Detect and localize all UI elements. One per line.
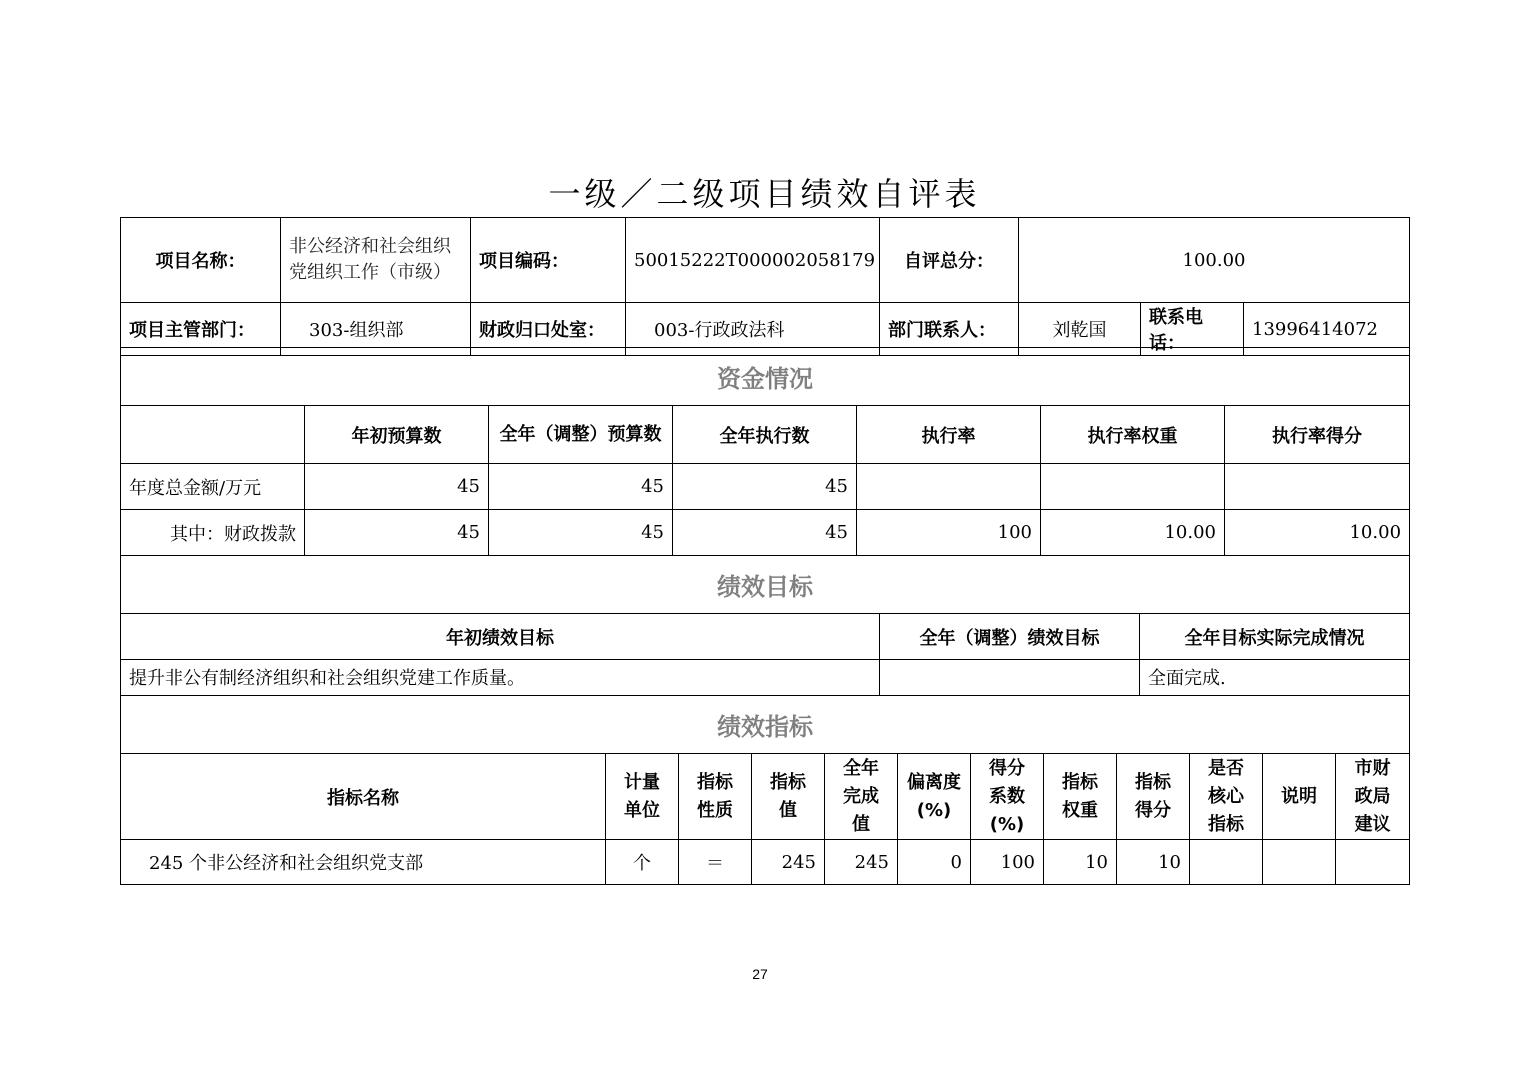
indicators-header: 偏离度(%) — [898, 754, 971, 840]
indicator-cell — [1336, 840, 1410, 885]
phone-value: 13996414072 — [1244, 303, 1410, 356]
indicators-table — [120, 695, 1410, 885]
indicator-cell — [1263, 840, 1336, 885]
indicator-cell: 245 — [825, 840, 898, 885]
funds-header: 执行率权重 — [1041, 406, 1225, 464]
funds-cell: 45 — [673, 464, 857, 510]
funds-cell: 45 — [305, 464, 489, 510]
indicator-cell: 10 — [1117, 840, 1190, 885]
funds-cell — [1225, 464, 1410, 510]
dept-value: 303-组织部 — [281, 303, 471, 356]
adjusted-goal-text — [880, 660, 1140, 696]
indicators-header: 说明 — [1263, 754, 1336, 840]
funds-table — [120, 347, 1410, 556]
completion-text: 全面完成. — [1140, 660, 1410, 696]
goals-header: 全年目标实际完成情况 — [1140, 614, 1410, 660]
funds-cell — [1041, 464, 1225, 510]
indicator-cell: 245 — [752, 840, 825, 885]
table-row — [121, 510, 1410, 556]
funds-row-label: 年度总金额/万元 — [121, 464, 305, 510]
funds-cell: 45 — [489, 510, 673, 556]
indicators-header: 指标值 — [752, 754, 825, 840]
finance-office-value: 003-行政政法科 — [626, 303, 880, 356]
indicators-header: 得分系数(%) — [971, 754, 1044, 840]
funds-header: 执行率得分 — [1225, 406, 1410, 464]
indicators-header: 指标权重 — [1044, 754, 1117, 840]
indicators-header: 全年完成值 — [825, 754, 898, 840]
funds-cell: 10.00 — [1225, 510, 1410, 556]
project-code-value: 50015222T000002058179 — [626, 218, 880, 303]
dept-label: 项目主管部门： — [121, 303, 281, 356]
project-code-label: 项目编码： — [471, 218, 626, 303]
indicator-cell: 0 — [898, 840, 971, 885]
funds-header: 全年执行数 — [673, 406, 857, 464]
indicator-cell: ＝ — [679, 840, 752, 885]
funds-header: 全年（调整）预算数 — [489, 406, 673, 464]
funds-header-blank — [121, 406, 305, 464]
self-score-value: 100.00 — [1019, 218, 1410, 303]
funds-cell — [857, 464, 1041, 510]
project-name-value: 非公经济和社会组织党组织工作（市级） — [281, 218, 471, 303]
finance-office-label: 财政归口处室： — [471, 303, 626, 356]
indicators-header: 是否核心指标 — [1190, 754, 1263, 840]
table-row — [121, 464, 1410, 510]
indicators-header: 市财政局建议 — [1336, 754, 1410, 840]
initial-goal-text: 提升非公有制经济组织和社会组织党建工作质量。 — [121, 660, 880, 696]
funds-cell: 100 — [857, 510, 1041, 556]
goals-header: 年初绩效目标 — [121, 614, 880, 660]
contact-value: 刘乾国 — [1019, 303, 1141, 356]
funds-header: 执行率 — [857, 406, 1041, 464]
goals-header: 全年（调整）绩效目标 — [880, 614, 1140, 660]
funds-cell: 10.00 — [1041, 510, 1225, 556]
indicator-name: 245 个非公经济和社会组织党支部 — [121, 840, 606, 885]
goals-table — [120, 555, 1410, 696]
contact-label: 部门联系人： — [880, 303, 1019, 356]
indicator-cell: 100 — [971, 840, 1044, 885]
indicator-cell: 个 — [606, 840, 679, 885]
phone-label: 联系电话： — [1141, 303, 1244, 356]
indicator-cell: 10 — [1044, 840, 1117, 885]
indicators-header: 指标性质 — [679, 754, 752, 840]
funds-cell: 45 — [489, 464, 673, 510]
funds-header: 年初预算数 — [305, 406, 489, 464]
funds-cell: 45 — [305, 510, 489, 556]
indicators-header: 计量单位 — [606, 754, 679, 840]
project-info-table — [120, 217, 1410, 356]
goals-section-title: 绩效目标 — [121, 556, 1410, 614]
indicators-header: 指标得分 — [1117, 754, 1190, 840]
self-score-label: 自评总分： — [880, 218, 1019, 303]
funds-row-label: 其中：财政拨款 — [121, 510, 305, 556]
page-number: 27 — [752, 966, 768, 982]
page-title: 一级／二级项目绩效自评表 — [548, 175, 981, 213]
funds-section-title: 资金情况 — [121, 348, 1410, 406]
indicators-section-title: 绩效指标 — [121, 696, 1410, 754]
table-row — [121, 840, 1410, 885]
project-name-label: 项目名称： — [121, 218, 281, 303]
indicator-cell — [1190, 840, 1263, 885]
funds-cell: 45 — [673, 510, 857, 556]
indicators-header: 指标名称 — [121, 754, 606, 840]
